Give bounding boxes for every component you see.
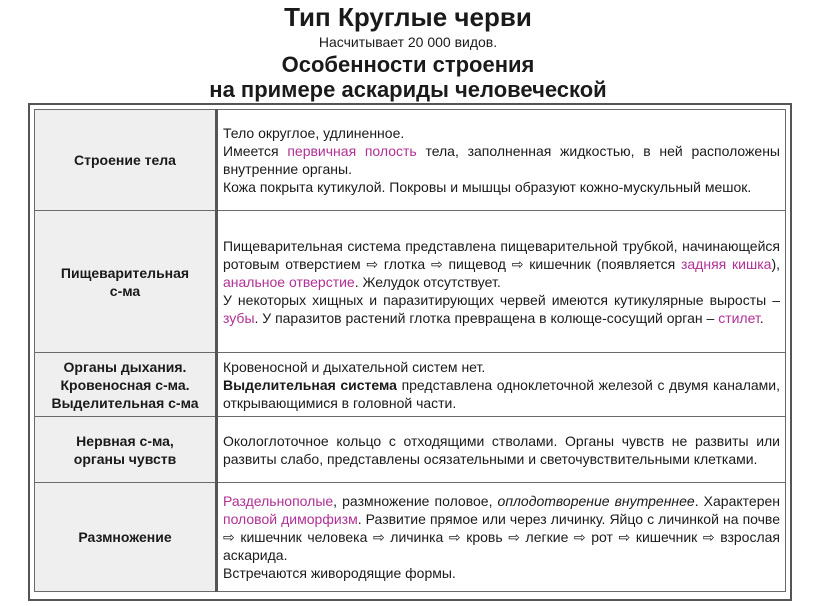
text-line bbox=[223, 564, 780, 582]
text-segment: ), bbox=[771, 255, 780, 272]
row-label-line: Кровеносная с-ма. bbox=[60, 376, 190, 393]
text-segment: . Развитие прямое или через личинку. Яйцо с личинкой на почве ⇨ кишечник человека ⇨ личинка ⇨ кровь ⇨ легкие ⇨ рот ⇨ кишечник ⇨ взрослая аскарида. bbox=[223, 511, 780, 563]
section-heading-line1: Особенности строения bbox=[281, 52, 535, 77]
row-label-line: органы чувств bbox=[73, 450, 177, 467]
text-line bbox=[223, 237, 780, 291]
text-line bbox=[223, 432, 780, 468]
text-line bbox=[223, 291, 780, 327]
page-title: Тип Круглые черви bbox=[284, 2, 532, 32]
row-label-line: Нервная с-ма, bbox=[76, 432, 174, 449]
highlighted-term: первичная полость bbox=[287, 143, 417, 159]
row-description bbox=[217, 483, 786, 592]
row-label-line: с-ма bbox=[109, 282, 141, 299]
table-row-reproduction bbox=[35, 483, 786, 592]
text-line bbox=[223, 376, 780, 412]
highlighted-term: стилет bbox=[718, 309, 760, 326]
text-segment: Встречаются живородящие формы. bbox=[223, 565, 456, 581]
highlighted-term: половой диморфизм bbox=[223, 511, 358, 527]
highlighted-term: анальное отверстие bbox=[223, 273, 355, 290]
bold-term: Выделительная система bbox=[223, 376, 397, 393]
row-label-line: Строение тела bbox=[74, 152, 176, 168]
row-label bbox=[35, 110, 217, 211]
text-segment: Тело округлое, удлиненное. bbox=[223, 125, 405, 141]
row-description bbox=[217, 353, 786, 417]
text-segment: Кожа покрыта кутикулой. Покровы и мышцы образуют кожно-мускульный мешок. bbox=[223, 179, 752, 195]
header bbox=[0, 0, 816, 102]
row-label bbox=[35, 211, 217, 353]
row-description bbox=[217, 417, 786, 483]
text-segment: . bbox=[759, 309, 764, 326]
row-label bbox=[35, 353, 217, 417]
highlighted-term: Раздельнополые bbox=[223, 493, 334, 509]
row-label-line: Пищеварительная bbox=[60, 264, 190, 281]
species-count: Насчитывает 20 000 видов. bbox=[318, 34, 498, 50]
row-label bbox=[35, 417, 217, 483]
text-segment: Имеется bbox=[223, 143, 288, 159]
text-line bbox=[223, 358, 780, 376]
text-line bbox=[223, 492, 780, 564]
highlighted-term: зубы bbox=[223, 309, 255, 326]
text-line bbox=[223, 124, 780, 142]
text-segment: , размножение половое, bbox=[333, 493, 498, 509]
text-segment: . Желудок отсутствует. bbox=[354, 273, 501, 290]
text-segment: представлена одноклеточной железой с двумя каналами, открывающимися в головной части. bbox=[223, 376, 780, 411]
table-row-body-structure bbox=[35, 110, 786, 211]
row-label bbox=[35, 483, 217, 592]
table-row-respiratory-circulatory-excretory bbox=[35, 353, 786, 417]
text-segment: Кровеносной и дыхательной систем нет. bbox=[223, 358, 486, 375]
table-row-digestive bbox=[35, 211, 786, 353]
table-row-nervous bbox=[35, 417, 786, 483]
row-label-line: Выделительная с-ма bbox=[51, 394, 199, 411]
text-segment: тела, заполненная жидкостью, в ней расположены внутренние органы. bbox=[223, 143, 780, 177]
text-line bbox=[223, 142, 780, 178]
row-description bbox=[217, 211, 786, 353]
row-description bbox=[217, 110, 786, 211]
text-segment: . Характерен bbox=[694, 493, 781, 509]
text-segment: У некоторых хищных и паразитирующих червей имеются кутикулярные выросты – bbox=[223, 291, 780, 308]
text-segment: . У паразитов растений глотка превращена в колюще-сосущий орган – bbox=[254, 309, 719, 326]
text-segment: Пищеварительная система представлена пищеварительной трубкой, начинающейся ротовым отверстием ⇨ глотка ⇨ пищевод ⇨ кишечник (появляется bbox=[223, 237, 780, 272]
highlighted-term: задняя кишка bbox=[680, 255, 772, 272]
text-line bbox=[223, 178, 780, 196]
italic-term: оплодотворение внутреннее bbox=[497, 493, 695, 509]
row-label-line: Органы дыхания. bbox=[63, 358, 187, 375]
row-label-line: Размножение bbox=[78, 529, 172, 545]
section-heading-line2: на примере аскариды человеческой bbox=[209, 77, 607, 102]
structure-table bbox=[34, 109, 786, 592]
text-segment: Окологлоточное кольцо с отходящими стволами. Органы чувств не развиты или развиты слабо, представлены осязательными и светочувствительными клетками. bbox=[223, 432, 780, 467]
table-frame bbox=[28, 103, 792, 601]
